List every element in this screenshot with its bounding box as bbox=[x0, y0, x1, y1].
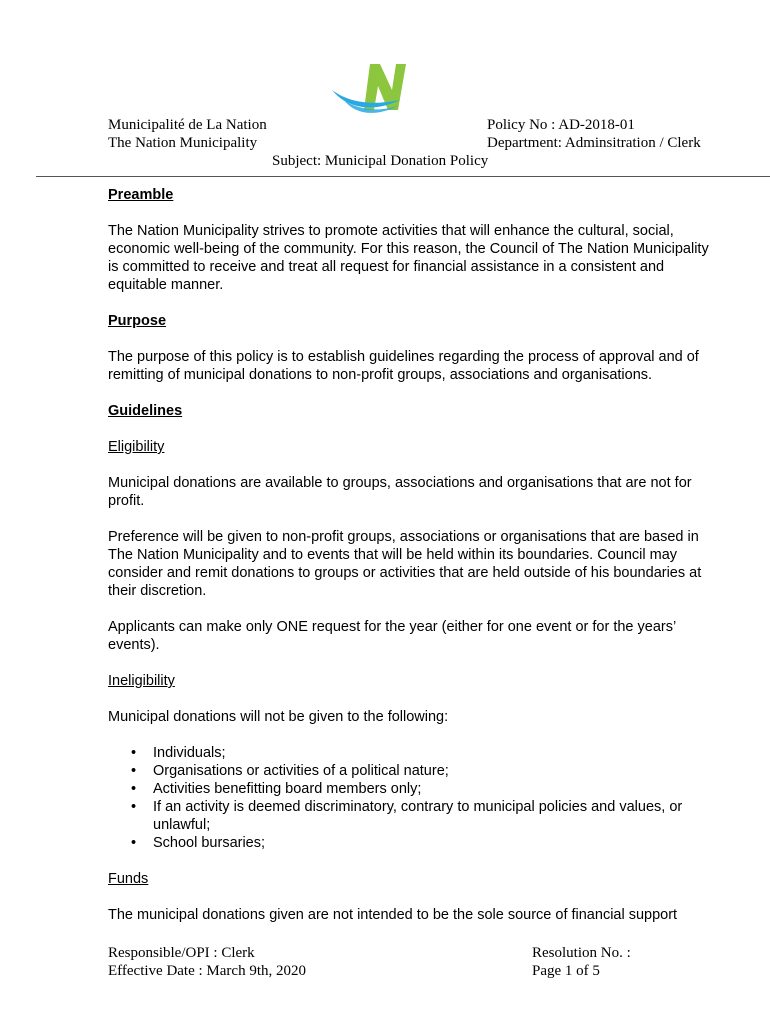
effective-date: Effective Date : March 9th, 2020 bbox=[108, 963, 306, 979]
list-item bbox=[131, 762, 722, 780]
bullet-icon: • bbox=[131, 799, 137, 815]
footer-left bbox=[108, 944, 306, 980]
list-item bbox=[131, 798, 722, 834]
ineligibility-heading: Ineligibility bbox=[108, 673, 175, 689]
funds-heading: Funds bbox=[108, 871, 149, 887]
list-item-text: Individuals; bbox=[153, 745, 226, 761]
eligibility-paragraph-3: Applicants can make only ONE request for the year (either for one event or for the years’ events). bbox=[108, 619, 676, 653]
list-item-text: School bursaries; bbox=[153, 835, 266, 851]
ineligibility-list bbox=[108, 744, 722, 852]
list-item bbox=[131, 834, 722, 852]
purpose-text: The purpose of this policy is to establish guidelines regarding the process of approval and of remitting of municipal donations to non-profit groups, associations and organisations. bbox=[108, 349, 699, 383]
policy-number: Policy No : AD-2018-01 bbox=[487, 117, 635, 133]
department: Department: Adminsitration / Clerk bbox=[487, 135, 701, 151]
guidelines-heading: Guidelines bbox=[108, 403, 183, 419]
document-body bbox=[108, 186, 722, 942]
bullet-icon: • bbox=[131, 835, 137, 851]
bullet-icon: • bbox=[131, 745, 137, 761]
header-right bbox=[487, 116, 701, 152]
list-item-text: Organisations or activities of a political nature; bbox=[153, 763, 449, 779]
purpose-heading: Purpose bbox=[108, 313, 167, 329]
header-divider bbox=[36, 176, 770, 177]
funds-text: The municipal donations given are not intended to be the sole source of financial support bbox=[108, 907, 678, 923]
resolution-number: Resolution No. : bbox=[532, 945, 631, 961]
footer-right bbox=[532, 944, 631, 980]
eligibility-paragraph-1: Municipal donations are available to groups, associations and organisations that are not for profit. bbox=[108, 475, 692, 509]
list-item-text: Activities benefitting board members only; bbox=[153, 781, 422, 797]
list-item bbox=[131, 780, 722, 798]
bullet-icon: • bbox=[131, 781, 137, 797]
list-item-text: If an activity is deemed discriminatory, contrary to municipal policies and values, or unlawful; bbox=[153, 799, 683, 833]
eligibility-heading: Eligibility bbox=[108, 439, 165, 455]
list-item bbox=[131, 744, 722, 762]
ineligibility-intro: Municipal donations will not be given to the following: bbox=[108, 709, 449, 725]
responsible-opi: Responsible/OPI : Clerk bbox=[108, 945, 255, 961]
preamble-heading: Preamble bbox=[108, 187, 174, 203]
page-number: Page 1 of 5 bbox=[532, 963, 600, 979]
eligibility-paragraph-2: Preference will be given to non-profit groups, associations or organisations that are based in The Nation Municipality and to events that will be held within its boundaries. Council may consider and remit donations to groups or activities that are held outside of his boundaries at their discretion. bbox=[108, 529, 702, 599]
bullet-icon: • bbox=[131, 763, 137, 779]
preamble-text: The Nation Municipality strives to promote activities that will enhance the cultural, social, economic well-being of the community. For this reason, the Council of The Nation Municipality is committed to receive and treat all request for financial assistance in a consistent and equitable manner. bbox=[108, 223, 709, 293]
municipality-logo-icon bbox=[330, 60, 414, 116]
org-name-fr: Municipalité de La Nation bbox=[108, 117, 267, 133]
header-left bbox=[108, 116, 267, 152]
subject: Subject: Municipal Donation Policy bbox=[272, 153, 489, 169]
org-name-en: The Nation Municipality bbox=[108, 135, 258, 151]
